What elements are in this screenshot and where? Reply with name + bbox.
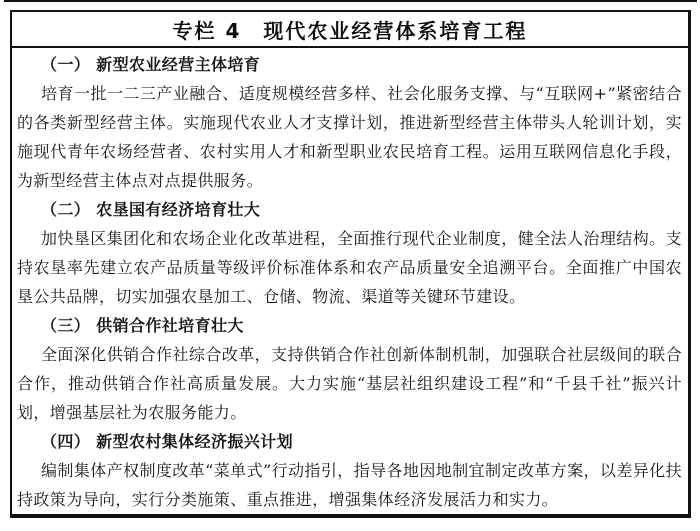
section-2-heading: （二） 农垦国有经济培育壮大 [41,200,261,219]
section-3-heading: （三） 供销合作社培育壮大 [41,316,244,335]
section-4-paragraph: 编制集体产权制度改革“菜单式”行动指引，指导各地因地制宜制定改革方案，以差异化扶持政策为导向，实行分类施策、重点推进，增强集体经济发展活力和实力。 [17,461,682,509]
section-1-paragraph: 培育一批一二三产业融合、适度规模经营多样、社会化服务支撑、与“互联网+”紧密结合的各类新型经营主体。实施现代农业人才支撑计划，推进新型经营主体带头人轮训计划，实施现代青年农场经营者、农村实用人才和新型职业农民培育工程。运用互联网信息化手段，为新型经营主体点对点提供服务。 [17,84,682,190]
top-divider-rule [4,0,697,2]
section-4-heading: （四） 新型农村集体经济振兴计划 [41,432,293,451]
section-1-heading: （一） 新型农业经营主体培育 [41,55,261,74]
column-panel [10,10,691,518]
section-2-paragraph: 加快垦区集团化和农场企业化改革进程，全面推行现代企业制度，健全法人治理结构。支持农垦率先建立农产品质量等级评价标准体系和农产品质量安全追溯平台。全面推广中国农垦公共品牌，切实加强农垦加工、仓储、物流、渠道等关键环节建设。 [17,229,682,306]
panel-title: 专栏 4 现代农业经营体系培育工程 [12,12,688,48]
section-3-paragraph: 全面深化供销合作社综合改革，支持供销合作社创新体制机制，加强联合社层级间的联合合作，推动供销合作社高质量发展。大力实施“基层社组织建设工程”和“千县千社”振兴计划，增强基层社为农服务能力。 [17,345,682,422]
panel-body [12,48,688,514]
